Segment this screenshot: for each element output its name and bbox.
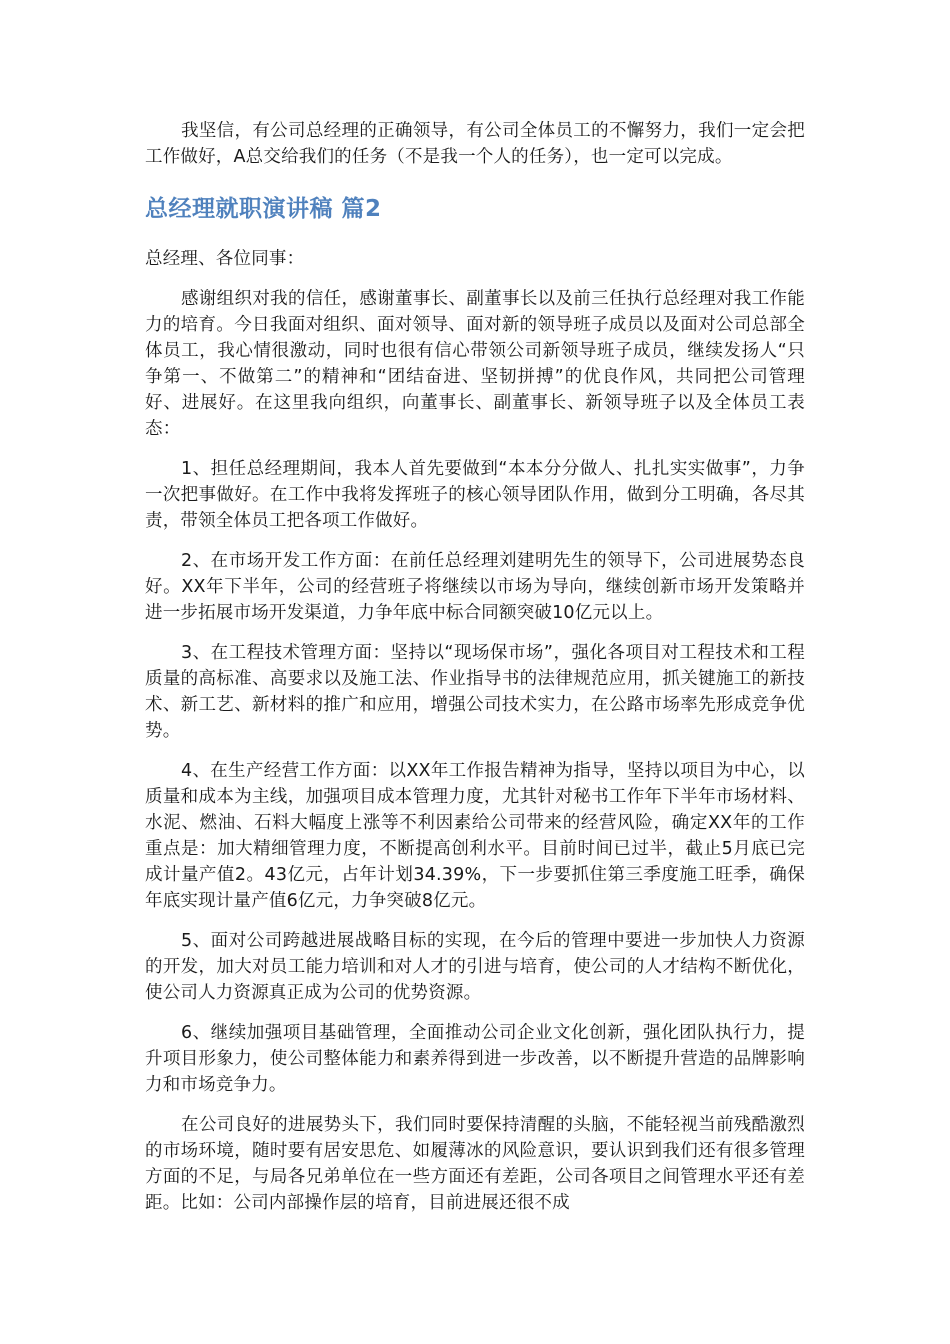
- document-page: [145, 118, 805, 1216]
- intro-paragraph: 我坚信，有公司总经理的正确领导，有公司全体员工的不懈努力，我们一定会把工作做好，A总交给我们的任务（不是我一个人的任务），也一定可以完成。: [145, 121, 805, 167]
- body-paragraph: 6、继续加强项目基础管理，全面推动公司企业文化创新，强化团队执行力，提升项目形象力，使公司整体能力和素养得到进一步改善，以不断提升营造的品牌影响力和市场竞争力。: [145, 1023, 805, 1095]
- body-paragraph: 5、面对公司跨越进展战略目标的实现，在今后的管理中要进一步加快人力资源的开发，加大对员工能力培训和对人才的引进与培育，使公司的人才结构不断优化，使公司人力资源真正成为公司的优势资源。: [145, 931, 805, 1003]
- body-paragraph: 1、担任总经理期间，我本人首先要做到“本本分分做人、扎扎实实做事”，力争一次把事做好。在工作中我将发挥班子的核心领导团队作用，做到分工明确，各尽其责，带领全体员工把各项工作做好。: [145, 459, 805, 531]
- section-heading: 总经理就职演讲稿 篇2: [145, 196, 382, 222]
- salutation: 总经理、各位同事：: [145, 249, 305, 269]
- body-paragraph: 3、在工程技术管理方面：坚持以“现场保市场”，强化各项目对工程技术和工程质量的高标准、高要求以及施工法、作业指导书的法律规范应用，抓关键施工的新技术、新工艺、新材料的推广和应用，增强公司技术实力，在公路市场率先形成竞争优势。: [145, 643, 805, 741]
- body-paragraph: 2、在市场开发工作方面：在前任总经理刘建明先生的领导下，公司进展势态良好。XX年下半年，公司的经营班子将继续以市场为导向，继续创新市场开发策略并进一步拓展市场开发渠道，力争年底中标合同额突破10亿元以上。: [145, 551, 805, 623]
- body-paragraph: 4、在生产经营工作方面：以XX年工作报告精神为指导，坚持以项目为中心，以质量和成本为主线，加强项目成本管理力度，尤其针对秘书工作年下半年市场材料、水泥、燃油、石料大幅度上涨等不利因素给公司带来的经营风险，确定XX年的工作重点是：加大精细管理力度，不断提高创利水平。目前时间已过半，截止5月底已完成计量产值2。43亿元，占年计划34.39%，下一步要抓住第三季度施工旺季，确保年底实现计量产值6亿元，力争突破8亿元。: [145, 761, 805, 911]
- body-paragraph: 在公司良好的进展势头下，我们同时要保持清醒的头脑，不能轻视当前残酷激烈的市场环境，随时要有居安思危、如履薄冰的风险意识，要认识到我们还有很多管理方面的不足，与局各兄弟单位在一些方面还有差距，公司各项目之间管理水平还有差距。比如：公司内部操作层的培育，目前进展还很不成: [145, 1115, 805, 1213]
- body-paragraph: 感谢组织对我的信任，感谢董事长、副董事长以及前三任执行总经理对我工作能力的培育。今日我面对组织、面对领导、面对新的领导班子成员以及面对公司总部全体员工，我心情很激动，同时也很有信心带领公司新领导班子成员，继续发扬人“只争第一、不做第二”的精神和“团结奋进、坚韧拼搏”的优良作风，共同把公司管理好、进展好。在这里我向组织，向董事长、副董事长、新领导班子以及全体员工表态：: [145, 289, 805, 439]
